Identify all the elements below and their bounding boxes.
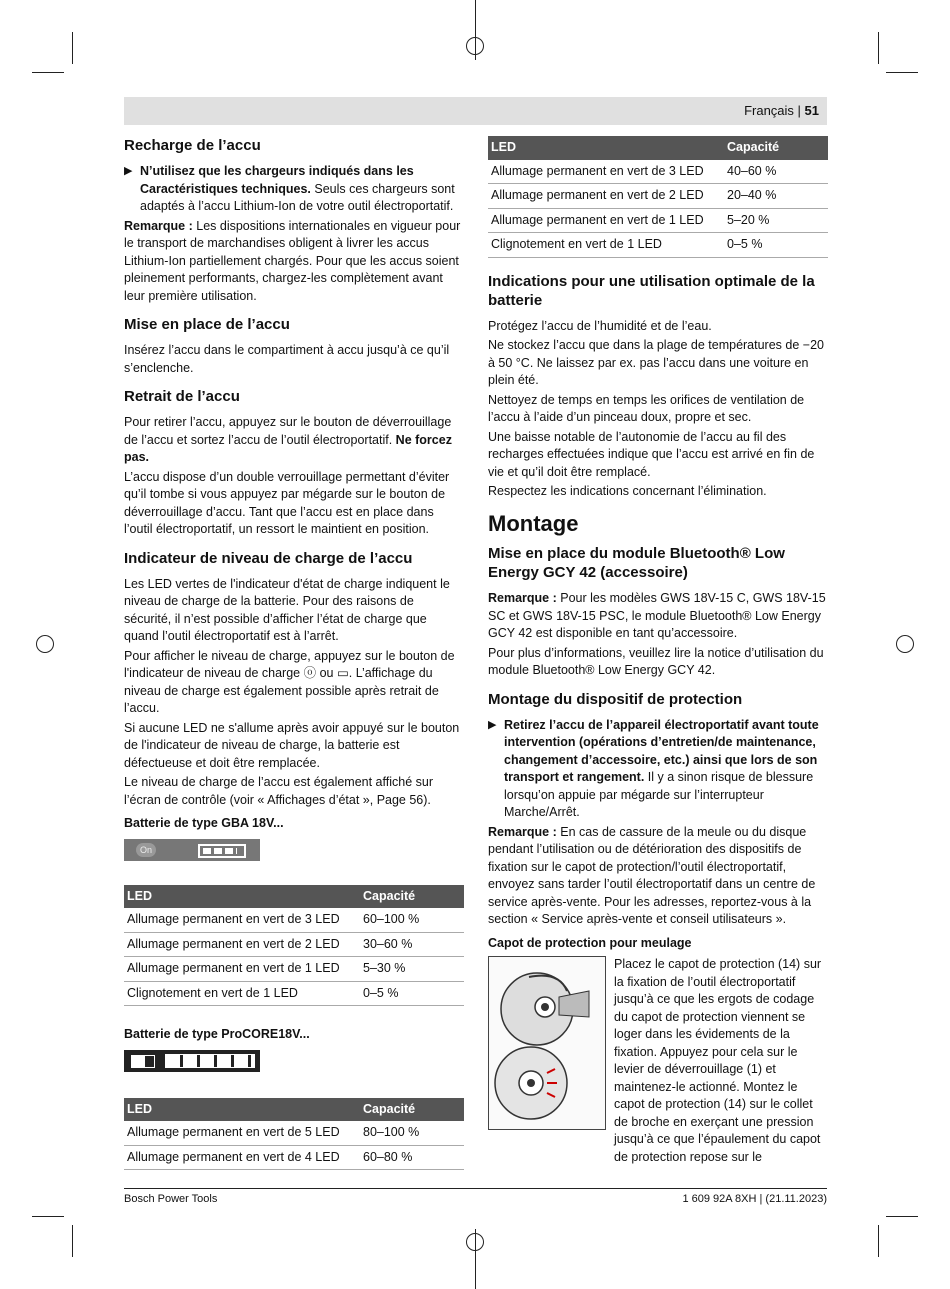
registration-target-icon [36,635,54,653]
crop-mark [886,1216,918,1217]
paragraph: L’accu dispose d’un double verrouillage permettant d’éviter qu’il tombe si vous appuyez par mégarde sur le bouton de déverrouillage d’accu. Tant que l’accu est en place dans l’outil électroportatif, un ressort le maintient en position. [124,469,450,536]
subsection-title: Batterie de type GBA 18V... [124,816,284,830]
table-row [488,184,828,209]
table-header: Capacité [360,885,464,909]
page-header [124,97,827,125]
section-mise [124,315,464,377]
paragraph: Si aucune LED ne s'allume après avoir appuyé sur le bouton de l'indicateur de niveau de charge, la batterie est défectueuse et doit être remplacée. [124,720,460,770]
table-cell: 5–30 % [360,957,464,982]
crop-mark [878,1225,879,1257]
paragraph [124,414,464,467]
footer-divider [124,1188,827,1189]
page-number: 51 [804,103,819,118]
table-row [124,1145,464,1170]
table-row [488,160,828,184]
note [488,824,828,929]
crop-mark [886,72,918,73]
table-header: LED [124,1098,360,1122]
bullet-item [488,717,828,822]
table-row [124,1121,464,1145]
subsection-title: Batterie de type ProCORE18V... [124,1027,310,1041]
paragraph: Le niveau de charge de l’accu est également affiché sur l’écran de contrôle (voir « Affichages d’état », Page 56). [124,775,433,807]
section-title: Mise en place du module Bluetooth® Low Energy GCY 42 (accessoire) [488,545,785,581]
table-cell: 40–60 % [724,160,828,184]
paragraph: Pour plus d’informations, veuillez lire la notice d’utilisation du module Bluetooth® Low Energy GCY 42. [488,645,824,677]
footer-brand: Bosch Power Tools [124,1193,218,1205]
registration-target-icon [466,1233,484,1251]
table-cell: Allumage permanent en vert de 5 LED [124,1121,360,1145]
table-cell: 80–100 % [360,1121,464,1145]
paragraph-text: Pour retirer l’accu, appuyez sur le bouton de déverrouillage de l’accu et sortez l’accu de l’outil électroportatif. [124,415,452,447]
section-title: Montage du dispositif de protection [488,690,743,708]
bullet-arrow-icon: ▶ [488,718,497,731]
note [124,218,464,306]
section-recharge [124,136,464,305]
table-cell: Clignotement en vert de 1 LED [488,233,724,258]
paragraph: Pour afficher le niveau de charge, appuyez sur le bouton de l'indicateur de niveau de charge ⓞ ou ▭. L’affichage du niveau de charge est également possible après retrait de l’accu. [124,648,455,715]
section-title: Recharge de l’accu [124,137,261,154]
registration-target-icon [466,37,484,55]
section-indicateur [124,549,464,1171]
note-text: Pour les modèles GWS 18V-15 C, GWS 18V-15 SC et GWS 18V-15 PSC, le module Bluetooth® Low Energy GCY 42 est disponible en tant qu’accessoire. [488,591,826,640]
table-cell: 60–100 % [360,908,464,932]
table-cell: 0–5 % [724,233,828,258]
paragraph: Une baisse notable de l’autonomie de l’accu au fil des recharges effectuées indique que l’accu est arrivé en fin de vie et qu’il doit être remplacé. [488,429,815,479]
bullet-bold: N’utilisez que les chargeurs indiqués dans les Caractéristiques techniques. [140,164,414,196]
table-header: Capacité [360,1098,464,1122]
paragraph: Respectez les indications concernant l’élimination. [488,484,767,498]
table-cell: Allumage permanent en vert de 4 LED [124,1145,360,1170]
table-row [124,981,464,1006]
footer-docref: 1 609 92A 8XH | (21.11.2023) [682,1193,827,1205]
section-title: Indications pour une utilisation optimale de la batterie [488,272,815,309]
section-bluetooth [488,544,828,680]
table-header: Capacité [724,136,828,160]
table-cell: 20–40 % [724,184,828,209]
header-language: Français [744,103,794,118]
guard-illustration-icon [488,956,606,1130]
header-text: Français | 51 [744,103,819,118]
battery-procore-icon [124,1050,260,1072]
on-button-icon: On [136,843,156,857]
table-cell: Allumage permanent en vert de 3 LED [488,160,724,184]
paragraph: Insérez l’accu dans le compartiment à accu jusqu’à ce qu’il s’enclenche. [124,343,450,375]
table-cell: 0–5 % [360,981,464,1006]
section-title: Mise en place de l’accu [124,316,290,333]
table-cell: 5–20 % [724,208,828,233]
note-label: Remarque : [488,824,557,839]
note [488,590,828,643]
led-table-gba [124,885,464,1007]
bullet-bold: Retirez l’accu de l’appareil électroportatif avant toute intervention (opérations d’entretien/de maintenance, changement d’accessoire, etc.) ainsi que lors de son transport et rangement. [504,717,819,784]
bullet-text: Il y a sinon risque de blessure lorsqu’on appuie par mégarde sur l’interrupteur Marche/Arrêt. [504,770,814,819]
left-column [124,132,464,1180]
chapter-title: Montage [488,510,579,536]
table-cell: Allumage permanent en vert de 2 LED [124,932,360,957]
subsection-title: Capot de protection pour meulage [488,935,692,950]
table-row [124,957,464,982]
paragraph: Protégez l’accu de l’humidité et de l’eau. [488,318,712,333]
table-cell: Allumage permanent en vert de 2 LED [488,184,724,209]
bullet-text: Seuls ces chargeurs sont adaptés à l’accu Lithium-Ion de votre outil électroportatif. [140,181,455,213]
battery-gba-icon [124,839,260,861]
table-cell: 30–60 % [360,932,464,957]
led-table-continued [488,136,828,258]
table-header: LED [124,885,360,909]
paragraph: Nettoyez de temps en temps les orifices de ventilation de l’accu à l’aide d’un pinceau doux, propre et sec. [488,392,805,424]
table-row [124,932,464,957]
table-row [124,908,464,932]
bullet-arrow-icon: ▶ [124,165,133,177]
table-cell: Allumage permanent en vert de 1 LED [488,208,724,233]
note-label: Remarque : [488,591,557,605]
battery-cells-icon [198,844,246,858]
section-indications [488,272,828,501]
crop-mark [878,32,879,64]
right-column [488,136,828,1176]
paragraph: Ne stockez l’accu que dans la plage de températures de −20 à 50 °C. Ne laissez par ex. pas l’accu dans une voiture en plein été. [488,338,824,387]
note-label: Remarque : [124,218,193,233]
battery-icon [131,1055,155,1068]
section-retrait [124,387,464,539]
figure-block [488,956,828,1166]
note-text: Les dispositions internationales en vigueur pour le transport de marchandises obligent à livrer les accus Lithium-Ion partiellement chargés. Pour que les accus soient pleinement performants, chargez-les complètement avant leur première utilisation. [124,218,461,303]
section-title: Retrait de l’accu [124,388,240,405]
crop-mark [72,32,73,64]
note-text: En cas de cassure de la meule ou du disque pendant l’utilisation ou de détérioration des dispositifs de fixation sur le capot de protection/l’outil électroportatif, envoyez sans tarder l’outil électroportatif dans un centre de service après-vente. Pour les adresses, reportez-vous à la section « Service après-vente et conseil utilisateurs ». [488,824,816,926]
section-title: Indicateur de niveau de charge de l’accu [124,549,413,567]
battery-bar-icon [165,1054,255,1068]
table-header: LED [488,136,724,160]
registration-target-icon [896,635,914,653]
figure-text: Placez le capot de protection (14) sur la fixation de l’outil électroportatif jusqu’à ce que les ergots de codage du capot de protection viennent se loger dans les évidements de la fixation. Appuyez pour cela sur le levier de déverrouillage (1) et maintenez-le actionné. Montez le capot de protection (14) sur le collet de broche en exerçant une pression jusqu’à ce que l’épaulement du capot de protection repose sur le [614,957,822,1164]
table-cell: Allumage permanent en vert de 1 LED [124,957,360,982]
crop-mark [32,1216,64,1217]
table-cell: 60–80 % [360,1145,464,1170]
table-cell: Allumage permanent en vert de 3 LED [124,908,360,932]
table-row [488,208,828,233]
table-cell: Clignotement en vert de 1 LED [124,981,360,1006]
table-row [488,233,828,258]
paragraph: Les LED vertes de l'indicateur d'état de charge indiquent le niveau de charge de la batterie. Pour des raisons de sécurité, il n’est possible d’afficher l’état de charge que quand l’outil électroportatif est à l’arrêt. [124,576,450,643]
bullet-item [124,163,464,216]
crop-mark [32,72,64,73]
led-table-procore [124,1098,464,1171]
paragraph-bold: Ne forcez pas. [124,432,452,464]
crop-mark [72,1225,73,1257]
section-protection [488,690,828,1167]
